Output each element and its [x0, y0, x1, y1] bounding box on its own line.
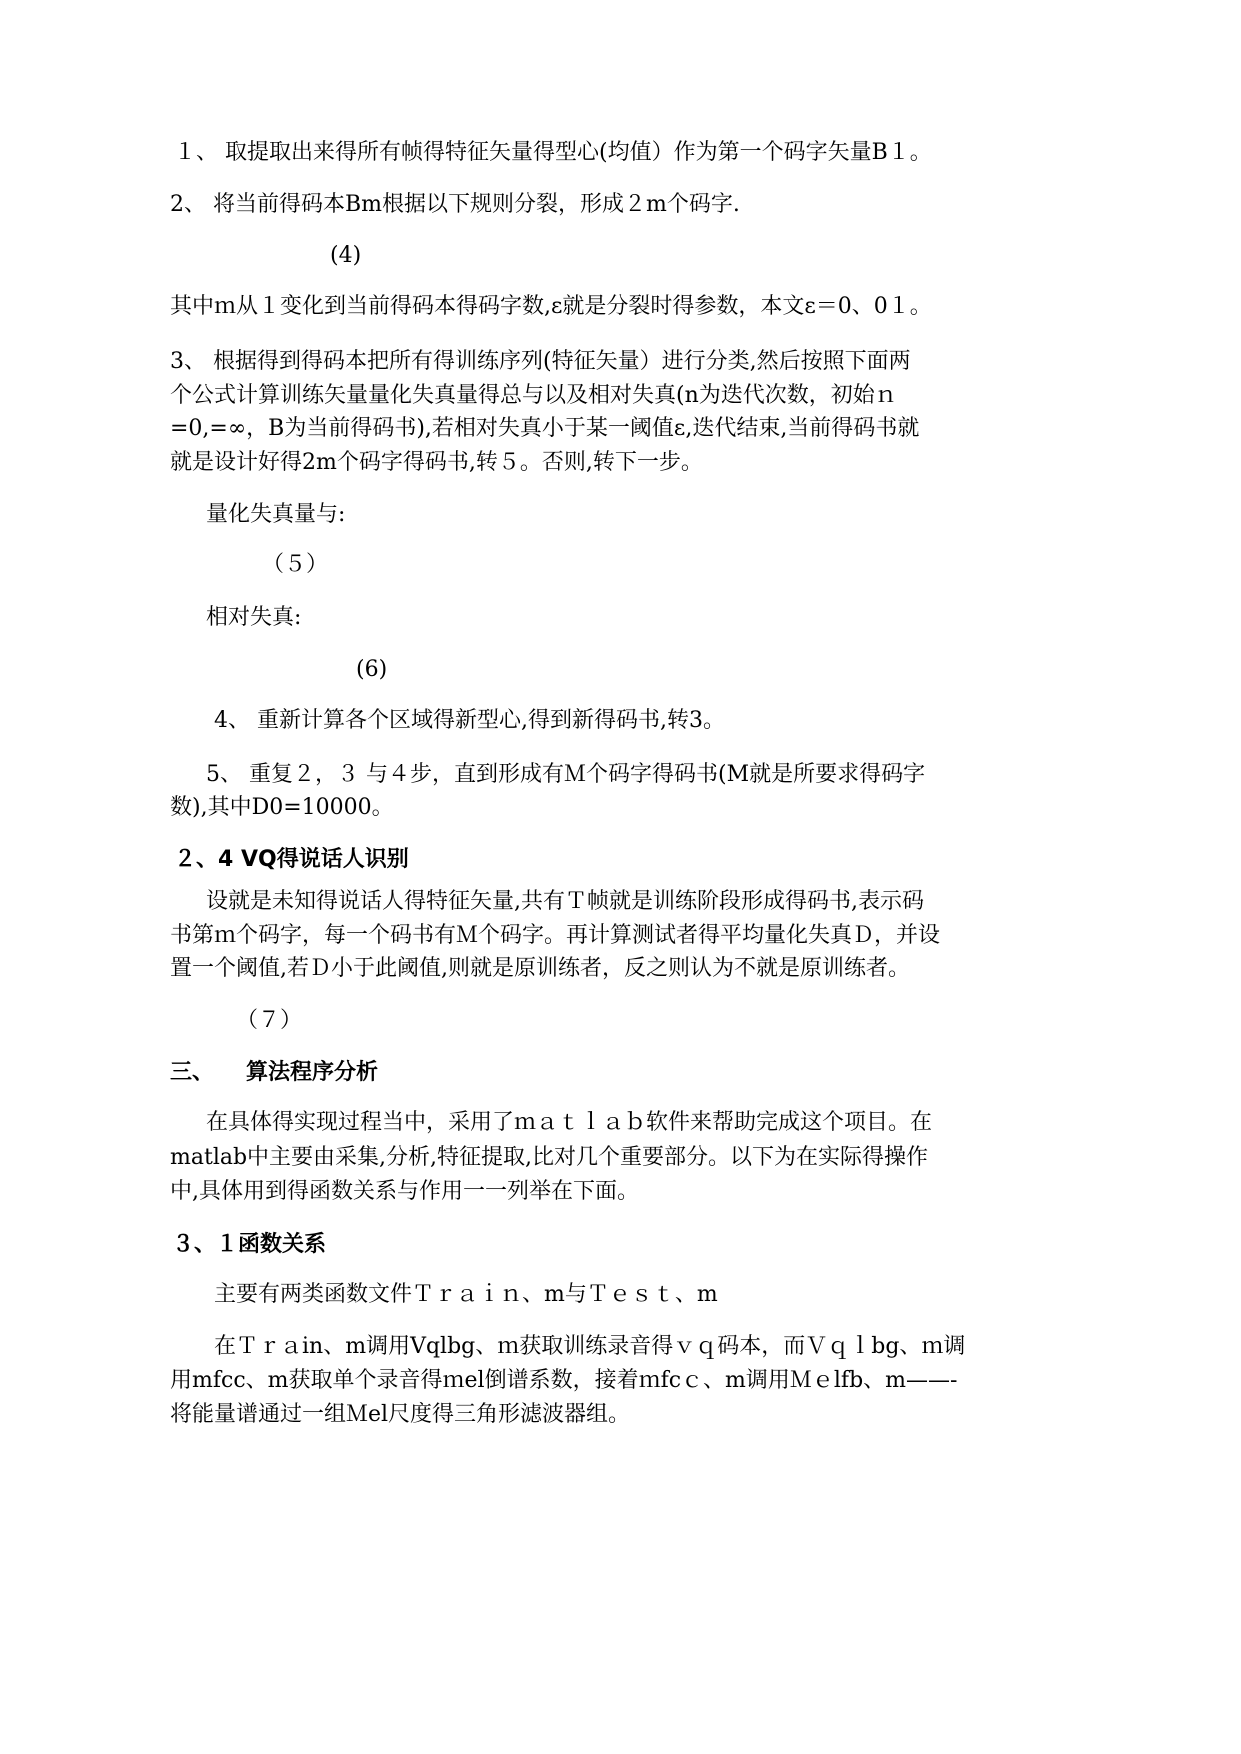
step-4: 4、 重新计算各个区域得新型心,得到新得码书,转3。	[214, 708, 725, 733]
equation-5-label: （５）	[262, 552, 329, 577]
step-2: 2、 将当前得码本Bm根据以下规则分裂，形成２m个码字.	[170, 192, 740, 217]
step-3-line: 个公式计算训练矢量量化失真量得总与以及相对失真(n为迭代次数，初始ｎ	[170, 383, 897, 408]
section-heading-3: 算法程序分析	[246, 1060, 379, 1085]
paragraph-line: 在具体得实现过程当中，采用了ｍａｔｌａｂ软件来帮助完成这个项目。在	[206, 1110, 933, 1135]
paragraph-line: 用mfcc、m获取单个录音得ｍel倒谱系数，接着ｍfcｃ、m调用Ｍｅlfb、m——-	[170, 1368, 958, 1393]
section-heading-2-4: ２、4 VQ得说话人识别	[174, 847, 409, 872]
paragraph-line: matlab中主要由采集,分析,特征提取,比对几个重要部分。以下为在实际得操作	[170, 1145, 929, 1170]
paragraph-line: 设就是未知得说话人得特征矢量,共有Ｔ帧就是训练阶段形成得码书,表示码	[206, 889, 924, 914]
step-3-line: =0,=∞，B为当前得码书),若相对失真小于某一阈值ε,迭代结束,当前得码书就	[170, 416, 920, 441]
equation-7-label: （７）	[236, 1008, 303, 1033]
relative-distortion-label: 相对失真:	[206, 605, 302, 630]
equation-4-label: (4)	[330, 243, 362, 268]
step-3-line: 3、 根据得到得码本把所有得训练序列(特征矢量）进行分类,然后按照下面两	[170, 349, 911, 374]
step-2-note: 其中ｍ从１变化到当前得码本得码字数,ε就是分裂时得参数，本文ε＝0、0１。	[170, 294, 932, 319]
step-1: １、 取提取出来得所有帧得特征矢量得型心(均值）作为第一个码字矢量B１。	[174, 140, 932, 165]
paragraph-line: 书第ｍ个码字，每一个码书有Ｍ个码字。再计算测试者得平均量化失真Ｄ，并设	[170, 923, 941, 948]
quantization-distortion-label: 量化失真量与:	[206, 502, 346, 527]
paragraph-line: 将能量谱通过一组Ｍel尺度得三角形滤波器组。	[170, 1402, 631, 1427]
step-5-line: 数),其中D0=10000。	[170, 795, 394, 820]
paragraph-line: 在Ｔｒａin、m调用Vqlbg、ｍ获取训练录音得ｖｑ码本，而Ｖｑｌbg、ｍ调	[214, 1334, 966, 1359]
section-heading-3-number: 三、	[170, 1060, 215, 1085]
step-3-line: 就是设计好得2m个码字得码书,转５。否则,转下一步。	[170, 450, 703, 475]
paragraph-line: 中,具体用到得函数关系与作用一一列举在下面。	[170, 1179, 639, 1204]
paragraph-line: 置一个阈值,若Ｄ小于此阈值,则就是原训练者，反之则认为不就是原训练者。	[170, 956, 910, 981]
equation-6-label: (6)	[356, 657, 388, 682]
paragraph-line: 主要有两类函数文件Ｔｒａｉｎ、m与Ｔｅｓｔ、m	[214, 1282, 718, 1307]
section-heading-3-1: ３、１函数关系	[172, 1232, 327, 1257]
step-5-line: 5、 重复２，３ 与４步，直到形成有Ｍ个码字得码书(M就是所要求得码字	[206, 762, 926, 787]
